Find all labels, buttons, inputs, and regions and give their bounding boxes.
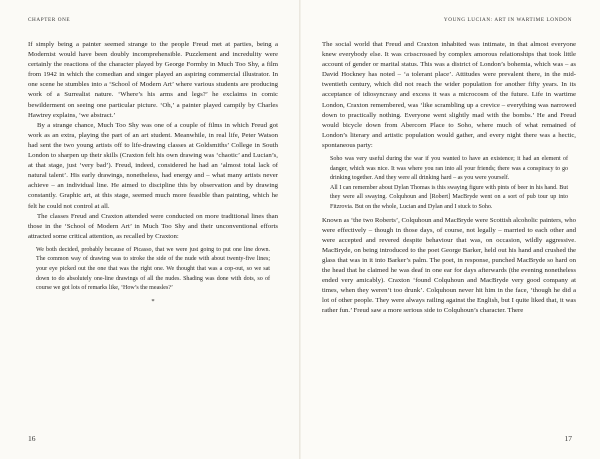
paragraph: If simply being a painter seemed strange to the people Freud met at parties, being a Modernist would have been doubly incomprehensible. Puzzlement and incredulity were certainly the reactions of the character played by George Formby in Much Too Shy, a film from 1942 in which the comedian and singer played an aspiring commercial illustrator. In one scene he stumbles into a ‘School of Modern Art’ where various students are producing work of a Surrealist nature. ‘Where’s his arms and legs?’ he exclaims in comic bewilderment on seeing one particular picture. ‘Oh,’ a painter played campily by Charles Hawtrey explains, ‘we abstract.’ — [28, 41, 278, 119]
section-break: * — [151, 297, 155, 305]
quote-text: All I can remember about Dylan Thomas is this swaying figure with pints of beer in his hand. But they were all swaying. Colquhoun and [Robert] MacBryde went on a sort of pub tour up into Fitzrovia. But on the whole, Lucian and Dylan and I stuck to Soho. — [330, 184, 568, 210]
running-head-right: YOUNG LUCIAN: ART IN WARTIME LONDON — [443, 17, 572, 23]
quote-text: We both decided, probably because of Picasso, that we were just going to put one line down. The common way of drawing was to stroke the side of the nude with about twenty-five lines; your eye picked out the one that was the right one. We thought that was a cop-out, so we sat down to do absolutely one-line drawings of all the nudes. Shading was done with dots, so of course we got lots of remarks like, ‘How’s the measles?’ — [36, 246, 270, 292]
gutter — [299, 0, 301, 459]
paragraph: The social world that Freud and Craxton inhabited was intimate, in that almost everyone knew everybody else. It was crisscrossed by complex amorous relationships that took little account of gender or marital status. This was a district of London’s bohemia, which was – as David Hockney has noted – ‘a tolerant place’. Attitudes were prevalent there, in the mid-twentieth century, which did not reach the wider population for another fifty years. In its acceptance of idiosyncrasy and excess it was a microcosm of the future. Life in wartime London, Craxton remembered, was ‘like scrambling up a crevice – everything was narrowed down to practically nothing. Everyone went slightly mad with the bombs.’ He and Freud would bicycle down from Abercorn Place to Soho, where much of what remained of London’s literary and artistic population would gather, and every night there was a hectic, spontaneous party: — [322, 41, 576, 149]
block-quote — [36, 246, 270, 294]
running-head-left: CHAPTER ONE — [28, 17, 71, 23]
block-quote — [330, 155, 568, 213]
right-page — [300, 0, 600, 459]
quote-text: Soho was very useful during the war if you wanted to have an existence; it had an element of danger, which was nice. It was where you ran into all your friends; there was a conspiracy to go drinking together. And they were all drinking hard – as you were yourself. — [330, 156, 568, 182]
page-number-left: 16 — [28, 434, 36, 443]
page-number-right: 17 — [564, 434, 572, 443]
paragraph: Known as ‘the two Roberts’, Colquhoun and MacBryde were Scottish alcoholic painters, who were effectively – though in those days, of course, not legally – married to each other and were accepted and revered despite behaviour that was, on occasion, wildly aggressive. MacBryde, on being introduced to the poet George Barker, held out his hand and crushed the glass that was in it into Barker’s palm. The poet, in response, punched MacBryde so hard on the head that he claimed he was deaf in one ear for days afterwards (the evening nonetheless ended very amicably). Craxton ‘found Colquhoun and MacBryde very good company at times, when they weren’t too drunk’. Colquhoun never hit him in the face, ‘though he did a lot of other people. They were always railing against the English, but I quite liked that, it was rather fun.’ Freud saw a more serious side to Colquhoun’s character. There — [322, 216, 576, 315]
left-page-body — [28, 40, 278, 307]
right-page-body — [322, 40, 576, 317]
paragraph: By a strange chance, Much Too Shy was one of a couple of films in which Freud got work as an extra, playing the part of an art student. Meanwhile, in real life, Peter Watson had sent the two young artists off to life-drawing classes at Goldsmiths’ College in South London to sharpen up their skills (Craxton felt his own drawing was ‘chaotic’ and Lucian’s, at that stage, just ‘very bad’). Freud, indeed, considered he had an ‘almost total lack of natural talent’. His early drawings, nonetheless, had energy and – what many artists never achieve – an individual line. He aimed to discipline this by observation and by drawing constantly. Graphic art, at this stage, seemed much more feasible than painting, which he felt he could not control at all. — [28, 121, 278, 210]
paragraph: The classes Freud and Craxton attended were conducted on more traditional lines than those in the ‘School of Modern Art’ in Much Too Shy and their unconventional efforts attracted some critical attention, as recalled by Craxton: — [28, 212, 278, 240]
